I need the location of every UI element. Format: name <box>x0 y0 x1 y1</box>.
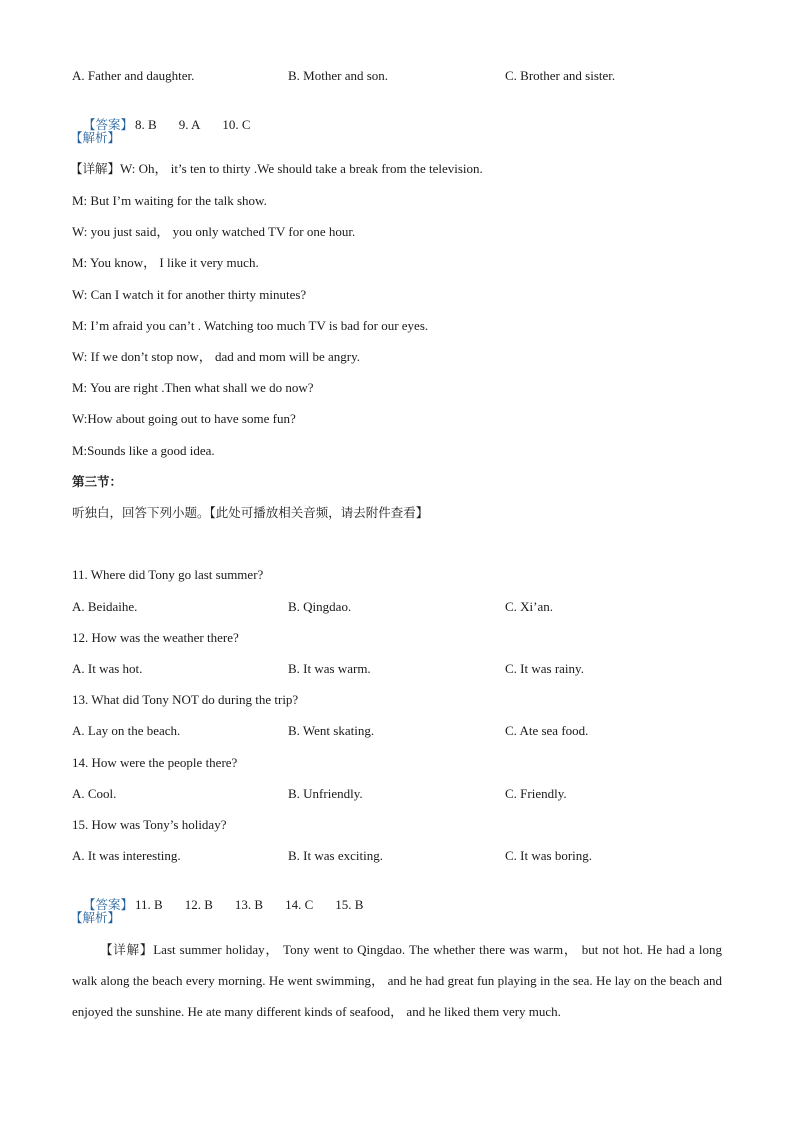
question: 11. Where did Tony go last summer? <box>72 567 264 582</box>
answer-item: 13. B <box>234 897 264 912</box>
passage-text: Last summer holiday， Tony went to Qingdao. The whether there was warm， but not hot. He had a long walk along the beach every morning. He went swimming， and he had great fun playing in the sea. He lay on the beach and enjoyed the sunshine. He ate many different kinds of seafood， and he liked them very much. <box>72 942 722 1019</box>
analysis-tag: 【解析】 <box>70 910 121 925</box>
dialogue-line: W:How about going out to have some fun? <box>72 411 296 426</box>
dialogue-line: M:Sounds like a good idea. <box>72 443 215 458</box>
question: 15. How was Tony’s holiday? <box>72 817 227 832</box>
section-title: 第三节： <box>72 474 123 489</box>
option-b: B. It was exciting. <box>288 848 383 863</box>
passage-paragraph <box>72 934 722 1027</box>
dialogue-line: M: You are right .Then what shall we do now? <box>72 380 314 395</box>
dialogue-text: W: Oh， it’s ten to thirty .We should take a break from the television. <box>120 161 483 176</box>
dialogue-line: W: Can I watch it for another thirty minutes? <box>72 287 307 302</box>
option-b: B. Went skating. <box>288 723 375 738</box>
section-instructions: 听独白，回答下列小题。【此处可播放相关音频，请去附件查看】 <box>72 505 429 520</box>
dialogue-line: M: But I’m waiting for the talk show. <box>72 193 267 208</box>
answer-item: 10. C <box>222 117 251 132</box>
detail-tag: 【详解】 <box>100 942 154 957</box>
option-b: B. Mother and son. <box>288 68 389 83</box>
option-a: A. Beidaihe. <box>72 599 138 614</box>
answer-item: 8. B <box>135 117 157 132</box>
dialogue-line: M: You know， I like it very much. <box>72 255 259 270</box>
question: 13. What did Tony NOT do during the trip? <box>72 692 299 707</box>
option-a: A. Cool. <box>72 786 117 801</box>
option-c: C. Ate sea food. <box>505 723 589 738</box>
dialogue-line <box>70 160 483 178</box>
option-c: C. It was boring. <box>505 848 593 863</box>
question: 14. How were the people there? <box>72 755 238 770</box>
option-a: A. Father and daughter. <box>72 68 195 83</box>
dialogue-line: W: you just said， you only watched TV for one hour. <box>72 224 356 239</box>
detail-tag: 【详解】 <box>70 161 121 176</box>
option-c: C. It was rainy. <box>505 661 584 676</box>
answer-item: 14. C <box>285 897 314 912</box>
dialogue-line: M: I’m afraid you can’t . Watching too much TV is bad for our eyes. <box>72 318 429 333</box>
option-b: B. Unfriendly. <box>288 786 363 801</box>
option-b: B. Qingdao. <box>288 599 352 614</box>
answer-tag: 【答案】 <box>83 897 134 912</box>
question: 12. How was the weather there? <box>72 630 239 645</box>
answer-item: 12. B <box>184 897 213 912</box>
option-a: A. It was interesting. <box>72 848 181 863</box>
option-b: B. It was warm. <box>288 661 371 676</box>
option-c: C. Friendly. <box>505 786 567 801</box>
answer-item: 15. B <box>335 897 364 912</box>
option-c: C. Xi’an. <box>505 599 554 614</box>
option-a: A. It was hot. <box>72 661 143 676</box>
option-a: A. Lay on the beach. <box>72 723 181 738</box>
answer-tag: 【答案】 <box>83 117 134 132</box>
answer-item: 9. A <box>178 117 201 132</box>
answer-item: 11. B <box>135 897 163 912</box>
option-c: C. Brother and sister. <box>505 68 616 83</box>
analysis-tag: 【解析】 <box>70 130 121 145</box>
dialogue-line: W: If we don’t stop now， dad and mom will be angry. <box>72 349 360 364</box>
